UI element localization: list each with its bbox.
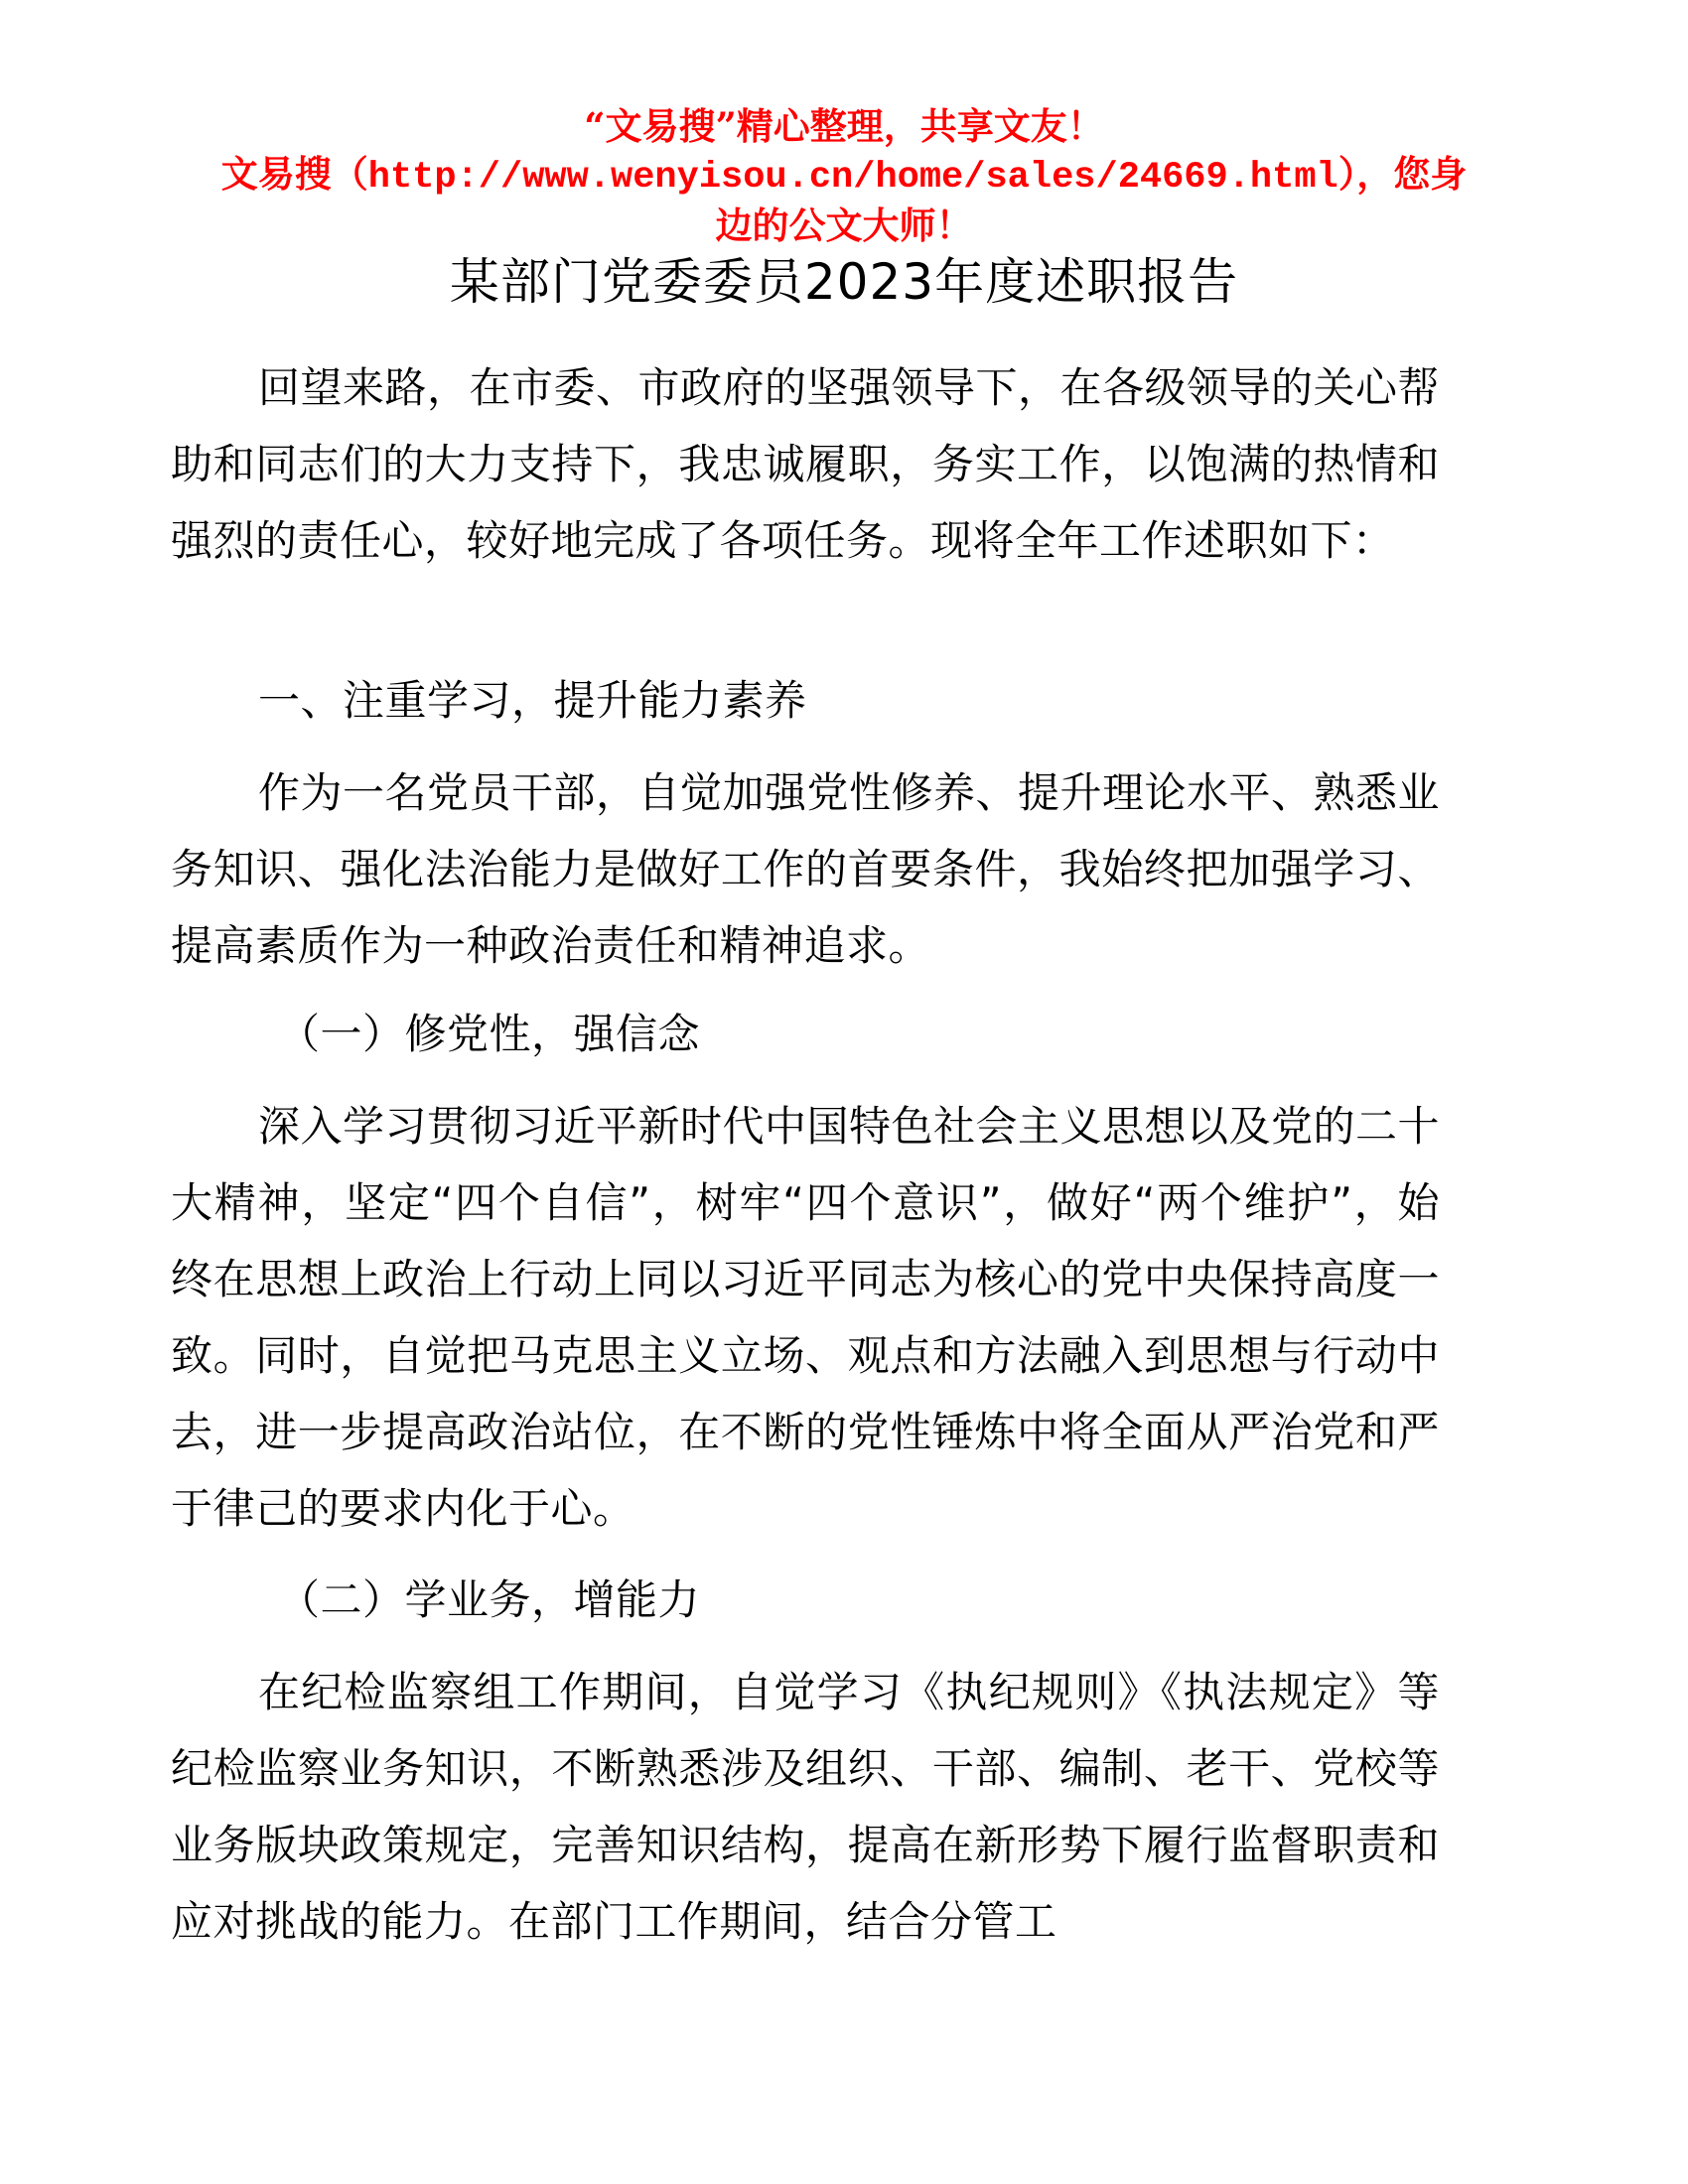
watermark-url: http://www.wenyisou.cn/home/sales/24669.html (367, 157, 1338, 199)
subsection-2-paragraph: 在纪检监察组工作期间，自觉学习《执纪规则》《执法规定》等纪检监察业务知识，不断熟悉涉及组织、干部、编制、老干、党校等业务版块政策规定，完善知识结构，提高在新形势下履行监督职责和应对挑战的能力。在部门工作期间，结合分管工 (171, 1668, 1440, 1946)
document-title: 某部门党委委员2023年度述职报告 (449, 253, 1239, 311)
watermark-line-3: 边的公文大师！ (715, 204, 973, 247)
watermark-line-1: “文易搜”精心整理，共享文友！ (584, 104, 1104, 148)
watermark-prefix: 文易搜（ (220, 152, 368, 196)
section-1-paragraph: 作为一名党员干部，自觉加强党性修养、提升理论水平、熟悉业务知识、强化法治能力是做好工作的首要条件，我始终把加强学习、提高素质作为一种政治责任和精神追求。 (171, 768, 1441, 970)
section-1-heading: 一、注重学习，提升能力素养 (258, 676, 807, 725)
subsection-1-paragraph: 深入学习贯彻习近平新时代中国特色社会主义思想以及党的二十大精神，坚定“四个自信”，树牢“四个意识”，做好“两个维护”，始终在思想上政治上行动上同以习近平同志为核心的党中央保持高度一致。同时，自觉把马克思主义立场、观点和方法融入到思想与行动中去，进一步提高政治站位，在不断的党性锤炼中将全面从严治党和严于律己的要求内化于心。 (171, 1102, 1441, 1533)
subsection-2-heading: （二）学业务，增能力 (278, 1575, 701, 1624)
watermark-line-2 (149, 150, 1539, 202)
intro-paragraph: 回望来路，在市委、市政府的坚强领导下，在各级领导的关心帮助和同志们的大力支持下，我忠诚履职，务实工作，以饱满的热情和强烈的责任心，较好地完成了各项任务。现将全年工作述职如下： (171, 363, 1441, 565)
watermark-banner (149, 102, 1539, 249)
subsection-1-heading: （一）修党性，强信念 (278, 1010, 701, 1058)
watermark-suffix: ），您身 (1337, 152, 1468, 196)
